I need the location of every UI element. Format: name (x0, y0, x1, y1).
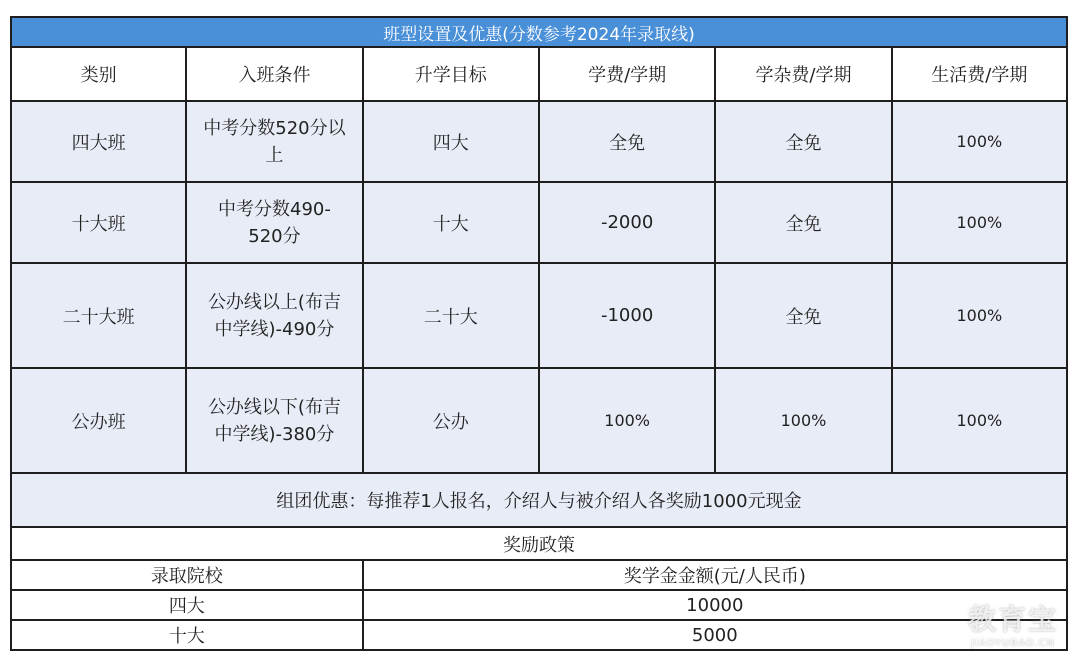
cell-category: 公办班 (11, 368, 186, 473)
cell-misc-fee: 100% (715, 368, 891, 473)
cell-living-fee: 100% (892, 182, 1067, 263)
watermark-domain: JIAOYUBAO.CN (971, 638, 1055, 649)
cell-target: 四大 (363, 101, 539, 182)
award-header-row (11, 560, 1067, 590)
header-row (11, 47, 1067, 101)
table-title: 班型设置及优惠(分数参考2024年录取线) (11, 17, 1067, 47)
cell-category: 四大班 (11, 101, 186, 182)
cell-condition: 公办线以下(布吉中学线)-380分 (186, 368, 362, 473)
cell-living-fee: 100% (892, 368, 1067, 473)
table-title-row (11, 17, 1067, 47)
award-title-row (11, 527, 1067, 560)
cell-condition: 公办线以上(布吉中学线)-490分 (186, 263, 362, 368)
cell-misc-fee: 全免 (715, 263, 891, 368)
cell-condition: 中考分数490-520分 (186, 182, 362, 263)
award-policy-title: 奖励政策 (11, 527, 1067, 560)
header-living-fee: 生活费/学期 (892, 47, 1067, 101)
cell-target: 二十大 (363, 263, 539, 368)
group-discount-text: 组团优惠：每推荐1人报名，介绍人与被介绍人各奖励1000元现金 (11, 473, 1067, 527)
cell-target: 公办 (363, 368, 539, 473)
header-misc-fee: 学杂费/学期 (715, 47, 891, 101)
cell-misc-fee: 全免 (715, 101, 891, 182)
cell-tuition: -1000 (539, 263, 715, 368)
award-amount: 5000 (363, 620, 1067, 650)
cell-misc-fee: 全免 (715, 182, 891, 263)
table-row (11, 368, 1067, 473)
header-category: 类别 (11, 47, 186, 101)
cell-living-fee: 100% (892, 101, 1067, 182)
policy-table-frame (10, 16, 1068, 656)
cell-tuition: -2000 (539, 182, 715, 263)
award-amount: 10000 (363, 590, 1067, 620)
table-row (11, 182, 1067, 263)
table-row (11, 101, 1067, 182)
header-tuition: 学费/学期 (539, 47, 715, 101)
cell-category: 十大班 (11, 182, 186, 263)
award-row (11, 590, 1067, 620)
cell-tuition: 100% (539, 368, 715, 473)
cell-target: 十大 (363, 182, 539, 263)
award-header-amount: 奖学金金额(元/人民币) (363, 560, 1067, 590)
award-header-school: 录取院校 (11, 560, 363, 590)
cell-living-fee: 100% (892, 263, 1067, 368)
cell-condition: 中考分数520分以上 (186, 101, 362, 182)
group-discount-row (11, 473, 1067, 527)
award-school: 十大 (11, 620, 363, 650)
table-row (11, 263, 1067, 368)
award-row (11, 620, 1067, 650)
class-settings-table (10, 16, 1068, 651)
header-target: 升学目标 (363, 47, 539, 101)
award-school: 四大 (11, 590, 363, 620)
cell-category: 二十大班 (11, 263, 186, 368)
cell-tuition: 全免 (539, 101, 715, 182)
header-condition: 入班条件 (186, 47, 362, 101)
watermark-brand: 教育宝 (967, 603, 1058, 636)
